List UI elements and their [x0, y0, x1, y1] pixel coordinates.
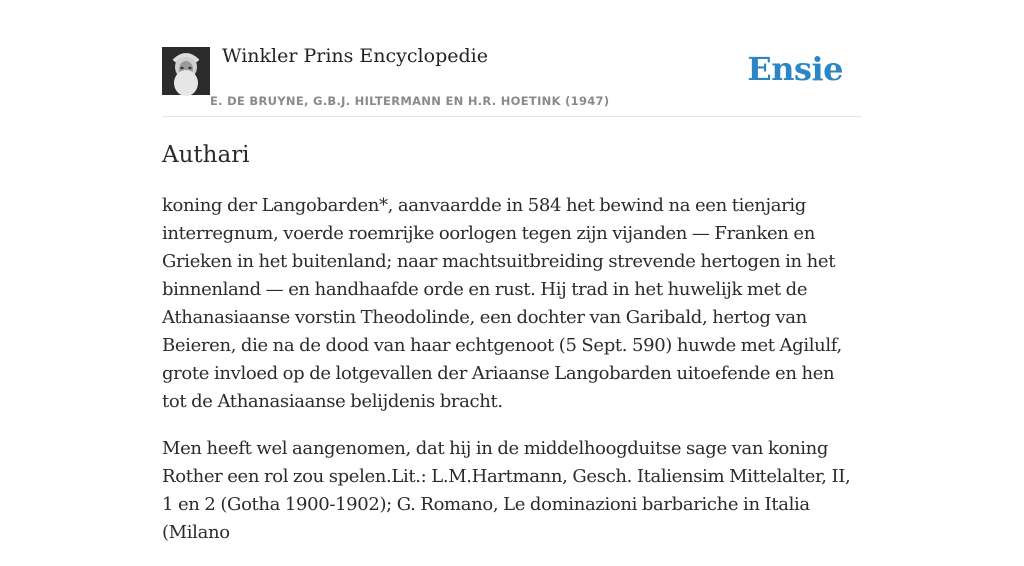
- brand-logo[interactable]: Ensie: [747, 50, 843, 88]
- article-body: [162, 192, 862, 566]
- source-title[interactable]: Winkler Prins Encyclopedie: [222, 45, 488, 67]
- article-container: [162, 0, 862, 543]
- source-authors: E. DE BRUYNE, G.B.J. HILTERMANN EN H.R. HOETINK (1947): [210, 94, 610, 108]
- author-portrait-icon: [162, 47, 210, 95]
- source-header: [162, 0, 862, 117]
- article-paragraph: Men heeft wel aangenomen, dat hij in de middelhoogduitse sage van koning Rother een rol zou spelen.Lit.: L.M.Hartmann, Gesch. Italiensim Mittelalter, II, 1 en 2 (Gotha 1900-1902); G. Romano, Le dominazioni barbariche in Italia (Milano: [162, 438, 851, 543]
- article-paragraph: koning der Langobarden*, aanvaardde in 584 het bewind na een tienjarig interregnum, voerde roemrijke oorlogen tegen zijn vijanden — Franken en Grieken in het buitenland; naar machtsuitbreiding strevende hertogen in het binnenland — en handhaafde orde en rust. Hij trad in het huwelijk met de Athanasiaanse vorstin Theodolinde, een dochter van Garibald, hertog van Beieren, die na de dood van haar echtgenoot (5 Sept. 590) huwde met Agilulf, grote invloed op de lotgevallen der Ariaanse Langobarden uitoefende en hen tot de Athanasiaanse belijdenis bracht.: [162, 195, 842, 412]
- article-title: Authari: [162, 142, 250, 168]
